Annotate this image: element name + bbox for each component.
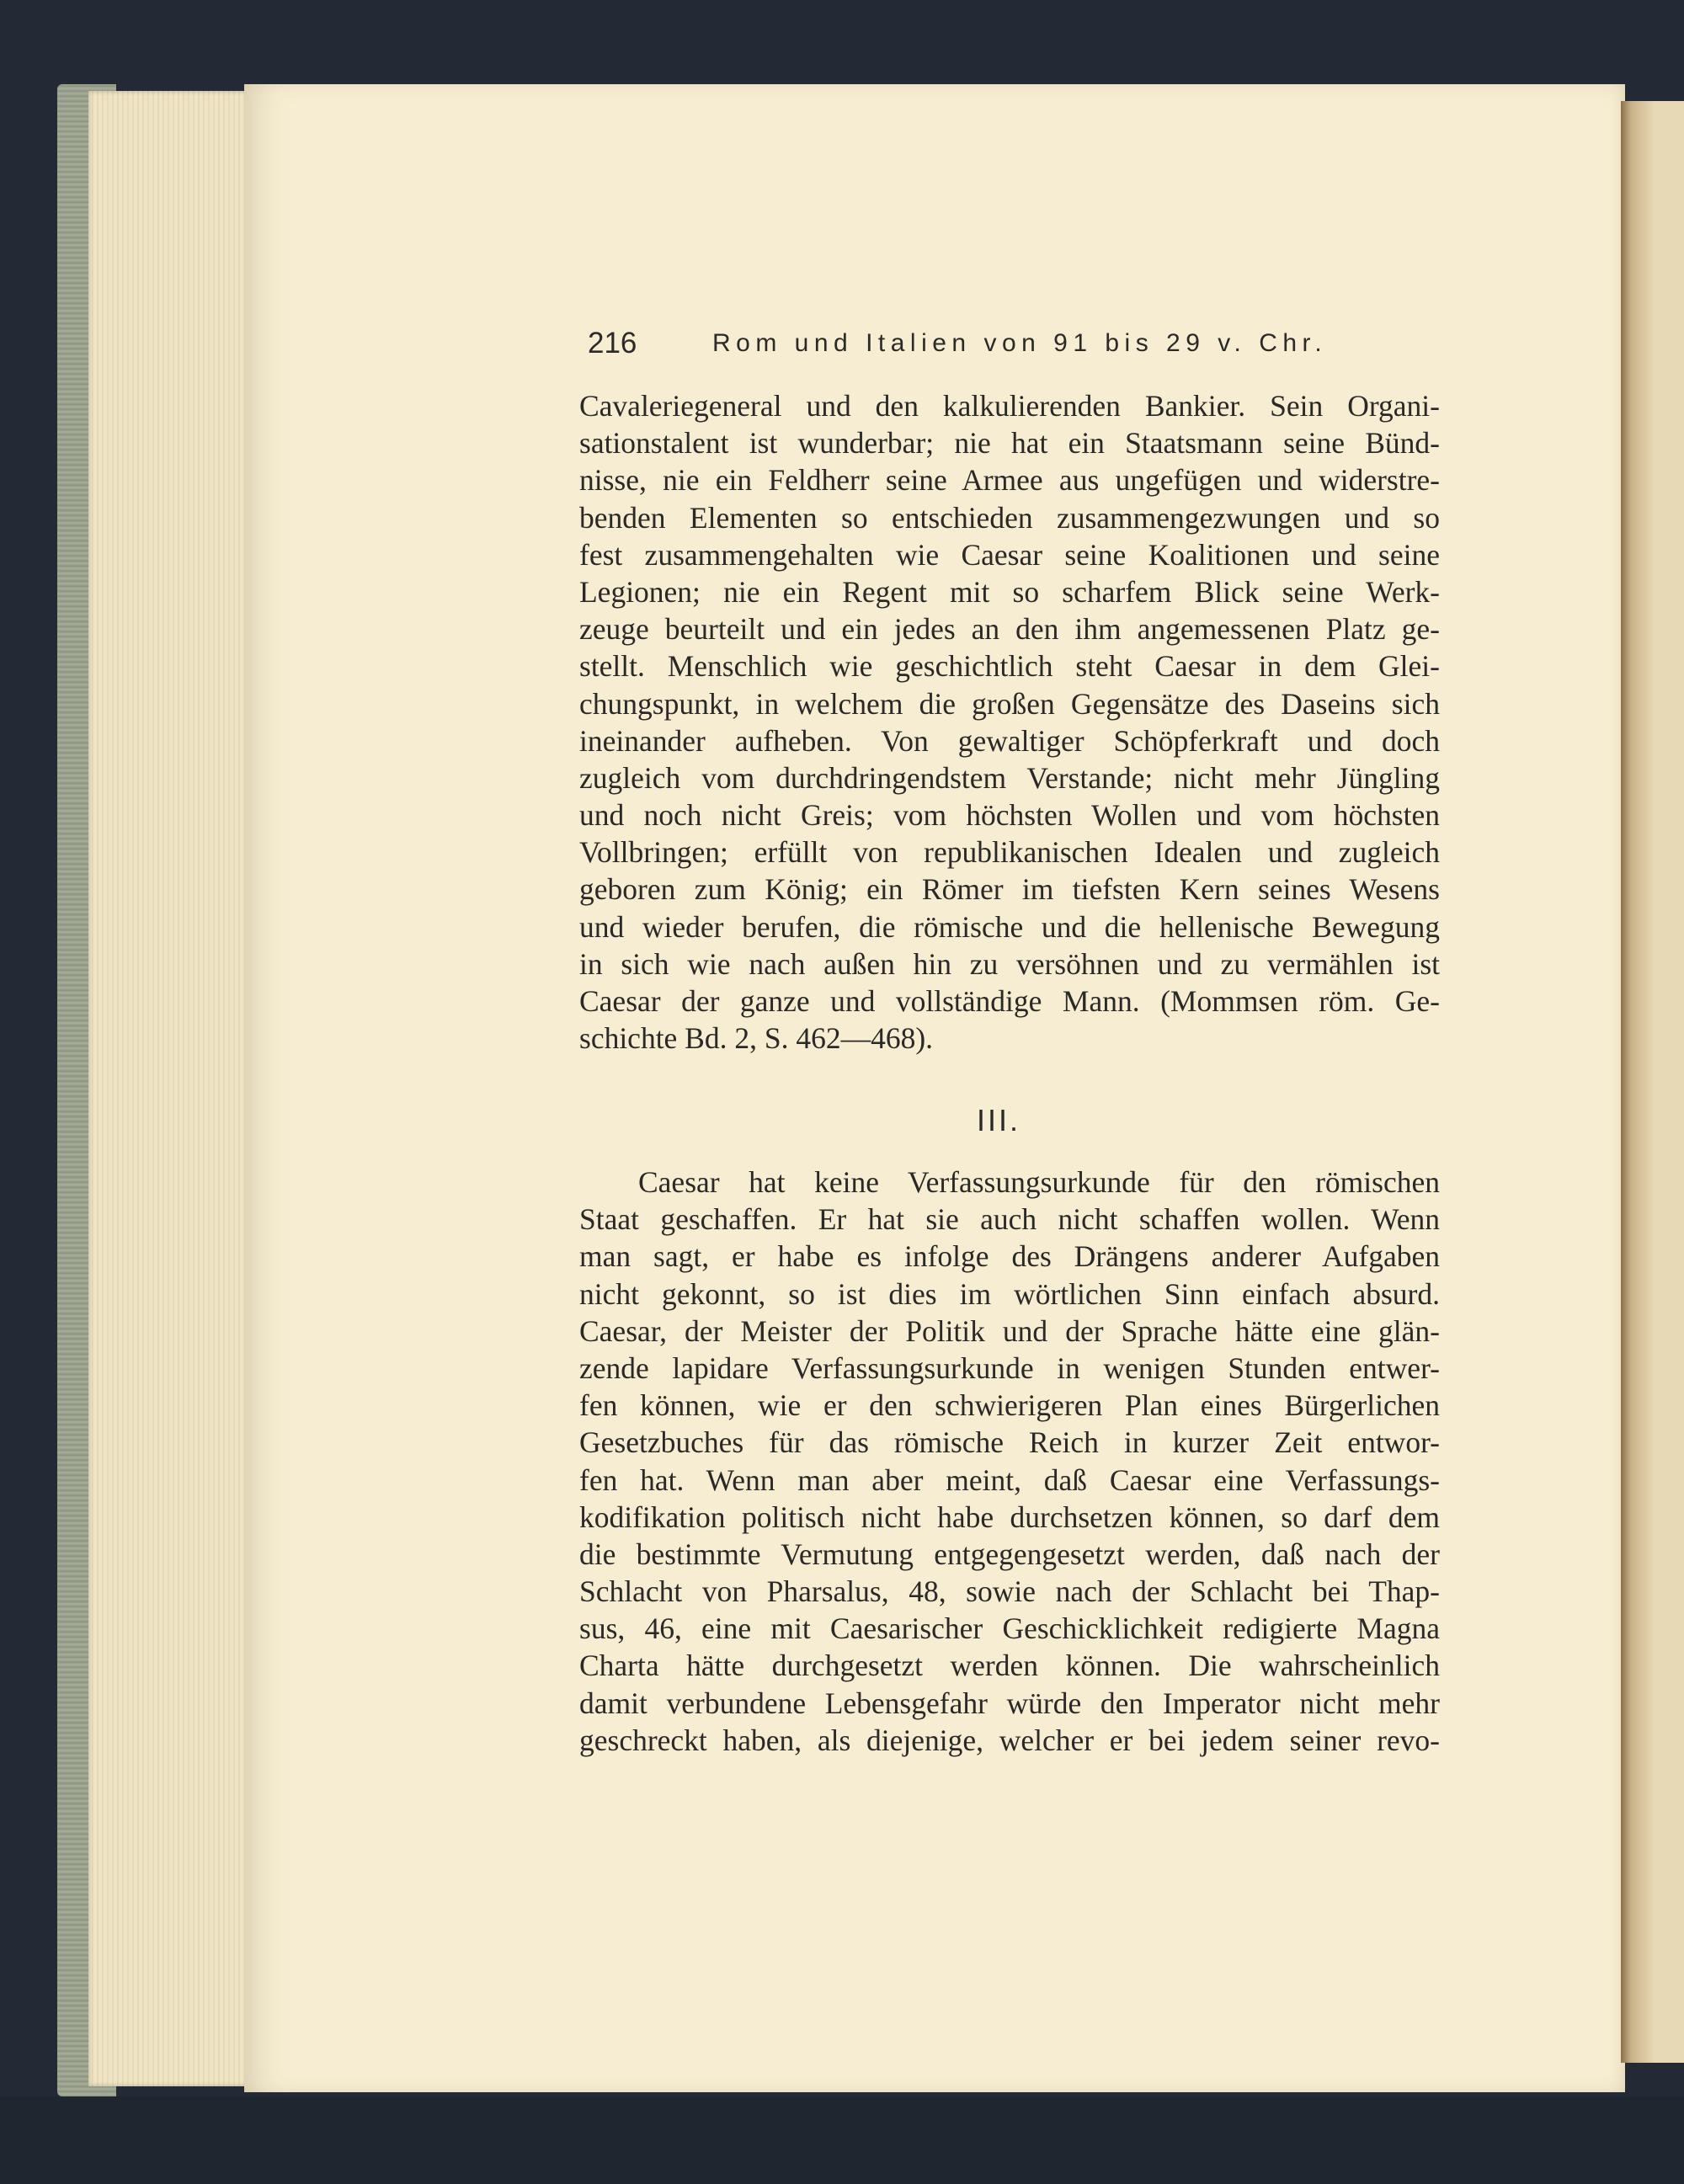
text-line: fen hat. Wenn man aber meint, daß Caesar eine Verfassungs- bbox=[579, 1462, 1440, 1497]
book-page bbox=[244, 84, 1625, 2092]
text-line: sationstalent ist wunderbar; nie hat ein Staatsmann seine Bünd- bbox=[579, 426, 1440, 461]
text-line: Schlacht von Pharsalus, 48, sowie nach der Schlacht bei Thap- bbox=[579, 1574, 1440, 1609]
text-line: geschreckt haben, als diejenige, welcher er bei jedem seiner revo- bbox=[579, 1723, 1440, 1757]
text-line: chungspunkt, in welchem die großen Gegensätze des Daseins sich bbox=[579, 686, 1440, 721]
text-line: Cavaleriegeneral und den kalkulierenden Bankier. Sein Organi- bbox=[579, 389, 1440, 423]
text-line: die bestimmte Vermutung entgegengesetzt werden, daß nach der bbox=[579, 1537, 1440, 1571]
text-line: geboren zum König; ein Römer im tiefsten Kern seines Wesens bbox=[579, 872, 1440, 907]
text-line: benden Elementen so entschieden zusammengezwungen und so bbox=[579, 500, 1440, 535]
text-line: sus, 46, eine mit Caesarischer Geschicklichkeit redigierte Magna bbox=[579, 1611, 1440, 1646]
text-line: Vollbringen; erfüllt von republikanischen Idealen und zugleich bbox=[579, 835, 1440, 870]
text-line: stellt. Menschlich wie geschichtlich steht Caesar in dem Glei- bbox=[579, 649, 1440, 684]
text-line: Caesar hat keine Verfassungsurkunde für den römischen bbox=[638, 1165, 1440, 1199]
text-line: Staat geschaffen. Er hat sie auch nicht schaffen wollen. Wenn bbox=[579, 1202, 1440, 1237]
running-header bbox=[588, 327, 1438, 369]
text-line: ineinander aufheben. Von gewaltiger Schöpferkraft und doch bbox=[579, 723, 1440, 758]
text-line: zeuge beurteilt und ein jedes an den ihm angemessenen Platz ge- bbox=[579, 612, 1440, 647]
text-line: Caesar der ganze und vollständige Mann. (Mommsen röm. Ge- bbox=[579, 984, 1440, 1018]
paragraph-1 bbox=[579, 387, 1440, 1057]
paragraph-2 bbox=[579, 1164, 1440, 1759]
text-line: Legionen; nie ein Regent mit so scharfem Blick seine Werk- bbox=[579, 574, 1440, 609]
section-heading: III. bbox=[977, 1103, 1021, 1137]
text-line: in sich wie nach außen hin zu versöhnen und zu vermählen ist bbox=[579, 946, 1440, 981]
page-stack-edge bbox=[88, 91, 257, 2086]
page-number: 216 bbox=[588, 327, 637, 360]
text-line: und wieder berufen, die römische und die hellenische Bewegung bbox=[579, 909, 1440, 944]
text-line: schichte Bd. 2, S. 462—468). bbox=[579, 1021, 934, 1056]
text-line: Caesar, der Meister der Politik und der Sprache hätte eine glän- bbox=[579, 1313, 1440, 1348]
running-title: Rom und Italien von 91 bis 29 v. Chr. bbox=[712, 329, 1328, 357]
text-line: fest zusammengehalten wie Caesar seine Koalitionen und seine bbox=[579, 537, 1440, 572]
text-line: Gesetzbuches für das römische Reich in kurzer Zeit entwor- bbox=[579, 1425, 1440, 1460]
text-line: nisse, nie ein Feldherr seine Armee aus ungefügen und widerstre- bbox=[579, 463, 1440, 498]
text-line: zugleich vom durchdringendstem Verstande; nicht mehr Jüngling bbox=[579, 760, 1440, 795]
text-line: und noch nicht Greis; vom höchsten Wollen und vom höchsten bbox=[579, 798, 1440, 833]
background-strip bbox=[0, 2096, 1684, 2184]
text-line: damit verbundene Lebensgefahr würde den Imperator nicht mehr bbox=[579, 1686, 1440, 1720]
text-line: fen können, wie er den schwierigeren Plan eines Bürgerlichen bbox=[579, 1388, 1440, 1423]
text-line: man sagt, er habe es infolge des Drängens anderer Aufgaben bbox=[579, 1239, 1440, 1274]
text-line: kodifikation politisch nicht habe durchsetzen können, so darf dem bbox=[579, 1500, 1440, 1534]
text-line: Charta hätte durchgesetzt werden können. Die wahrscheinlich bbox=[579, 1649, 1440, 1683]
text-line: zende lapidare Verfassungsurkunde in wenigen Stunden entwer- bbox=[579, 1350, 1440, 1385]
facing-page-edge bbox=[1621, 101, 1684, 2063]
text-line: nicht gekonnt, so ist dies im wörtlichen Sinn einfach absurd. bbox=[579, 1276, 1440, 1311]
